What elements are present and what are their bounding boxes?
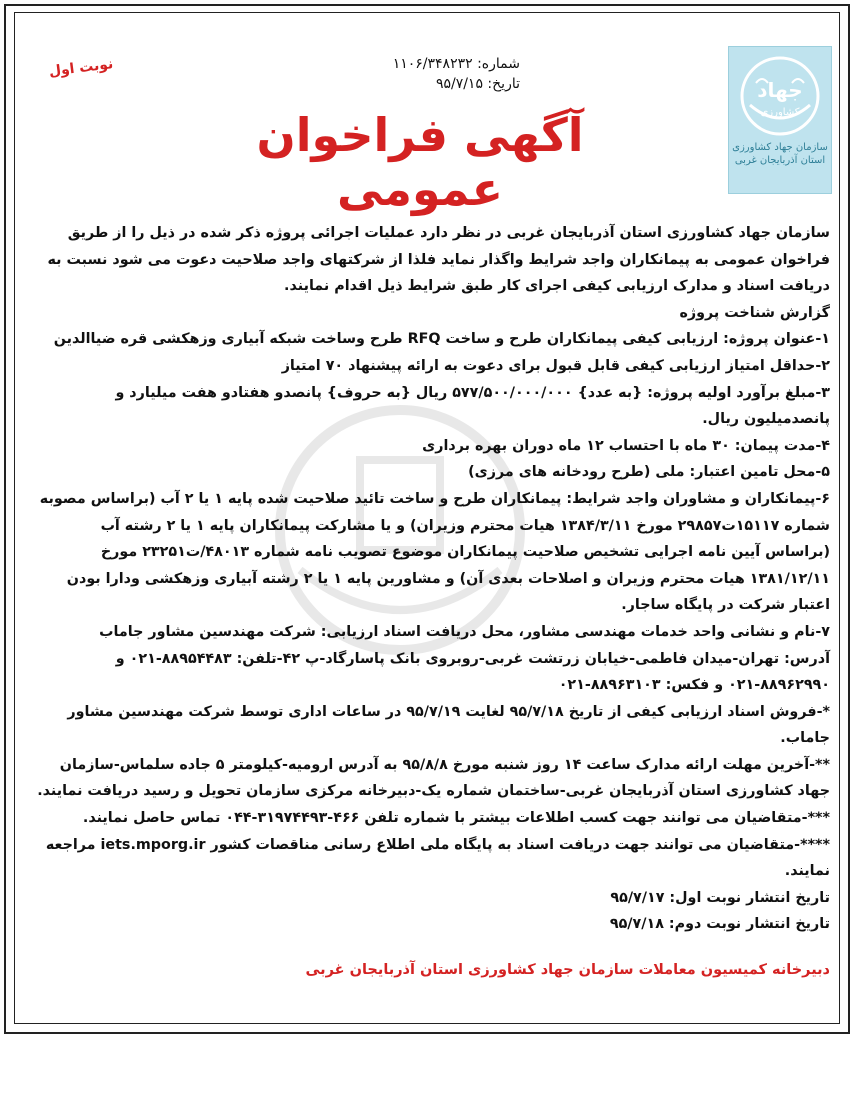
publish-date-first: تاریخ انتشار نوبت اول: ۹۵/۷/۱۷ xyxy=(610,889,830,906)
logo-caption xyxy=(732,141,828,167)
item-duration: ۴-مدت پیمان: ۳۰ ماه با احتساب ۱۲ ماه دوران بهره برداری xyxy=(422,437,830,454)
note-portal: ****-متقاضیان می توانند جهت دریافت اسناد به پایگاه ملی اطلاع رسانی مناقصات کشور iets.mporg.ir مراجعه نمایند. xyxy=(45,836,830,880)
reference-number: شماره: ۱۱۰۶/۳۴۸۲۳۲ xyxy=(392,56,520,72)
item-eligibility: ۶-پیمانکاران و مشاوران واجد شرایط: پیمانکاران طرح و ساخت تائید صلاحیت شده پایه ۱ یا ۲ آب (براساس مصوبه شماره ۱۵۱۱۷ت۲۹۸۵۷ مورخ ۱۳۸۴/۳/۱۱ هیات محترم وزیران) و یا مشارکت پیمانکاران پایه ۱ یا ۲ رشته آب (براساس آیین نامه اجرایی تشخیص صلاحیت پیمانکاران موضوع تصویب نامه شماره ۴۸۰۱۳/ت۲۳۲۵۱ مورخ ۱۳۸۱/۱۲/۱۱ هیات محترم وزیران و اصلاحات بعدی آن) و مشاورین پایه ۱ یا ۲ رشته آبیاری وزهکشی ودارا بودن اعتبار شرکت در پایگاه ساجار. xyxy=(39,490,830,614)
item-project-title: ۱-عنوان پروژه: ارزیابی کیفی پیمانکاران طرح و ساخت RFQ طرح وساخت شبکه آبیاری وزهکشی قره ضیاالدین xyxy=(53,331,830,348)
logo-sub-text: کشاورزی xyxy=(760,107,800,118)
item-min-score: ۲-حداقل امتیاز ارزیابی کیفی قابل قبول برای دعوت به ارائه پیشنهاد ۷۰ امتیاز xyxy=(281,357,830,374)
report-heading: گزارش شناخت پروژه xyxy=(679,304,830,321)
item-consultant: ۷-نام و نشانی واحد خدمات مهندسی مشاور، محل دریافت اسناد ارزیابی: شرکت مهندسین مشاور جاماب xyxy=(99,623,830,640)
notice-body xyxy=(34,220,830,938)
item-funding: ۵-محل تامین اعتبار: ملی (طرح رودخانه های مرزی) xyxy=(468,464,830,481)
consultant-address: آدرس: تهران-میدان فاطمی-خیابان زرتشت غربی-روبروی بانک پاسارگاد-پ ۴۲-تلفن: ۸۸۹۵۴۴۸۳-۰۲۱ و ۸۸۹۶۲۹۹۰-۰۲۱ و فکس: ۸۸۹۶۳۱۰۳-۰۲۱ xyxy=(115,650,830,694)
reference-block xyxy=(380,54,520,94)
organization-logo xyxy=(728,46,832,194)
round-badge: نوبت اول xyxy=(48,56,115,80)
item-estimate: ۳-مبلغ برآورد اولیه پروژه: {به عدد} ۵۷۷/۵۰۰/۰۰۰/۰۰۰ ریال {به حروف} پانصدو هفتادو هفت میلیارد و پانصدمیلیون ریال. xyxy=(115,384,830,428)
logo-caption-line2: استان آذربایجان غربی xyxy=(734,155,826,166)
logo-main-text: جهاد xyxy=(757,78,803,102)
note-deadline: **-آخرین مهلت ارائه مدارک ساعت ۱۴ روز شنبه مورخ ۹۵/۸/۸ به آدرس ارومیه-کیلومتر ۵ جاده سلماس-سازمان جهاد کشاورزی استان آذربایجان غربی-ساختمان شماره یک-دبیرخانه مرکزی سازمان تحویل و رسید دریافت نمایند. xyxy=(37,756,830,800)
note-sale-dates: *-فروش اسناد ارزیابی کیفی از تاریخ ۹۵/۷/۱۸ لغایت ۹۵/۷/۱۹ در ساعات اداری توسط شرکت مهندسین مشاور جاماب. xyxy=(67,703,830,747)
logo-caption-line1: سازمان جهاد کشاورزی xyxy=(732,142,828,153)
footer-signature: دبیرخانه کمیسیون معاملات سازمان جهاد کشاورزی استان آذربایجان غربی xyxy=(305,962,830,978)
reference-date: تاریخ: ۹۵/۷/۱۵ xyxy=(435,76,520,92)
note-phone: ***-متقاضیان می توانند جهت کسب اطلاعات بیشتر با شماره تلفن ۴۶۶-۳۱۹۷۴۴۹۳-۰۴۴ تماس حاصل نمایند. xyxy=(82,810,830,827)
logo-emblem-icon xyxy=(736,53,824,139)
page-title: آگهی فراخوان عمومی xyxy=(256,108,584,216)
publish-date-second: تاریخ انتشار نوبت دوم: ۹۵/۷/۱۸ xyxy=(609,916,830,933)
intro-paragraph: سازمان جهاد کشاورزی استان آذربایجان غربی در نظر دارد عملیات اجرائی پروژه ذکر شده در ذیل را از طریق فراخوان عمومی به پیمانکاران واجد شرایط واگذار نماید فلذا از شرکتهای واجد صلاحیت دعوت می شود نسبت به دریافت اسناد و مدارک ارزیابی کیفی اجرای کار طبق شرایط ذیل اقدام نمایند. xyxy=(47,225,830,295)
